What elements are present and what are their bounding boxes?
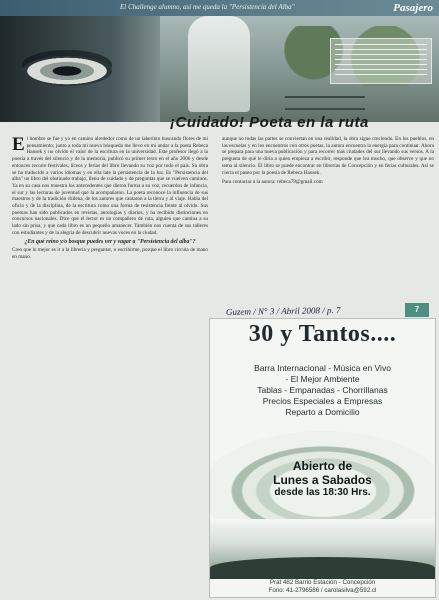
ad-hill [210, 557, 435, 579]
ad-services [216, 363, 429, 418]
section-label: Pasajero [393, 2, 433, 14]
caption-text-lines [335, 44, 427, 78]
contact-line: Para contactar a la autora: rebeca79@gmail.com [222, 179, 323, 186]
ad-landscape [210, 519, 435, 579]
header-bar [0, 0, 439, 16]
ad-title: 30 y Tantos.... [248, 321, 397, 347]
ad-line: Tablas - Empanadas - Chorrillanas [257, 385, 388, 395]
benches-figure [285, 96, 365, 110]
page-number: 7 [405, 303, 429, 317]
handwritten-note: Guzem / N° 3 / Abril 2008 / p. 7 [225, 305, 341, 317]
article-left-column [12, 136, 208, 576]
right-column-text: aunque no todas las partes se conviertan en una realidad, la obra sigue creciendo. En los pueblos, en las escuelas y en los encuentros con otros poetas, la autora encuentra la energía para continuar. Ahora se prepara para una nueva publicación y para recorrer más ciudades del sur llevando sus versos. A la pregunta de qué le diría a quien empieza a escribir, responde que lea mucho, que observe y que no tema al silencio. El libro se puede encontrar en librerías de Concepción y en ferias culturales. Así se cierra el paseo por la poesía de Rebeca Hausek. [222, 136, 434, 176]
ad-line: Reparto a Domicilio [285, 407, 360, 417]
ad-phone: Fono: 41-2796586 / carolasilva@592.cl [268, 587, 377, 594]
article-right-column [222, 136, 434, 286]
header-photo [0, 16, 439, 122]
drop-cap: E [12, 136, 25, 155]
left-column-text: l hombre se fue y yo en camino alrededor como de un laberinto buscando flores de mi pensamiento; junto a toda mi nueva búsqueda me llevo en mi andar a la poeta Rebeca Hausek y no olvido el valor de la escritura en la universidad. Este profesor llegó a la poesía a través del silencio y de la memoria, publicó su primer texto en el año 2006 y desde entonces recorre festivales, liceos y ferias del libro llevando su voz por todo el país. Su obra se ha traducido a varios idiomas y en ella late la persistencia de la luz. Es "Persistencia del alba" un libro del obstinado trabajo, lleno de cuidado y de preguntas que se vuelven caminos. Ya en su casa nos muestra los antecedentes que dieron forma a su voz, recuerdos de infancia, el sur y las lecturas de juventud que la acompañaron. La poeta reconoce la influencia de sus maestros y de la tradición chilena, de los autores que cantaron a la tierra y al viaje. Habla del oficio y de la disciplina, de la escritura como una forma de resistencia frente al olvido. Sus poemas han sido publicados en revistas, antologías y diarios, y ha recibido distinciones en concursos nacionales. Dice que el lector es un compañero de ruta, alguien que camina a su lado sin prisa, y que cada libro es un pequeño amanecer. También nos cuenta de sus talleres con estudiantes y de la alegría de descubrir nuevas voces en la ciudad. [12, 136, 208, 236]
eye-photo [0, 16, 160, 122]
ad-line: Barra Internacional - Música en Vivo [254, 363, 391, 373]
header-tagline: El Challenge alumno, así me queda la "Persistencia del Alba" [120, 3, 295, 11]
ad-hours [210, 459, 435, 499]
ad-line: - El Mejor Ambiente [285, 374, 360, 384]
ad-open-line2: Lunes a Sabados [273, 473, 372, 487]
article-title: ¡Cuidado! Poeta en la ruta [170, 114, 369, 131]
ad-open-line3: desde las 18:30 Hrs. [274, 487, 371, 498]
eye-icon [22, 56, 112, 86]
article-subhead: ¿En qué reino y/o bosque puedes ver y vagar a "Persistencia del alba"? [24, 238, 196, 245]
advertisement [209, 318, 436, 598]
statue-figure [188, 16, 250, 112]
subhead-answer: Creo que lo mejor es ir a la librería y preguntar, o escribirme, porque el libro circula de mano en mano. [12, 247, 208, 260]
ad-line: Precios Especiales a Empresas [262, 396, 383, 406]
ad-open-line1: Abierto de [292, 459, 353, 473]
ad-address: Prat 482 Barrio Estación - Concepción [269, 579, 376, 586]
photo-caption-box [330, 38, 432, 84]
